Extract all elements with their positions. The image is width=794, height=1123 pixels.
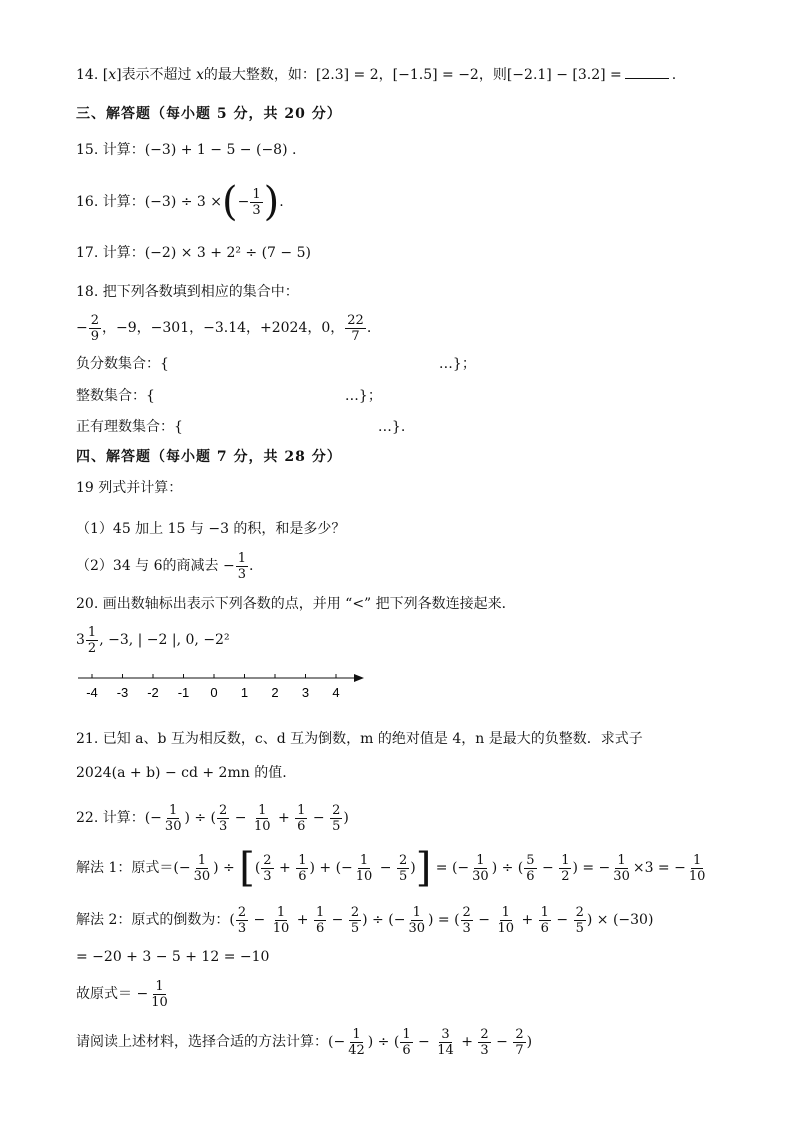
numerator: 2 — [90, 312, 100, 328]
fraction — [687, 853, 708, 884]
denominator: 6 — [540, 920, 549, 936]
q21-text: 已知 a、b 互为相反数，c、d 互为倒数，m 的绝对值是 4，n 是最大的负整数．求式子 — [102, 731, 643, 747]
denominator: 3 — [462, 920, 471, 936]
fraction — [314, 905, 326, 936]
q19-p2-text: （2）34 与 6的商减去 − — [76, 558, 235, 574]
final-question: 请阅读上述材料，选择合适的方法计算：(− $\frac{1}{42}$ ) ÷ ( $\frac{1}{6}$ − $\frac{3}{14}$ + $\frac{2}{3}$ − $\frac{2}{7}$ ) — [76, 1026, 533, 1058]
denominator: 10 — [272, 920, 290, 936]
fraction — [611, 853, 632, 884]
q14-expression: [−2.1] − [3.2] = — [506, 67, 622, 83]
fraction — [461, 905, 473, 936]
bracket-close: ] — [415, 845, 432, 891]
numerator: 1 — [169, 802, 178, 818]
method-2: 解法 2：原式的倒数为：( $\frac{2}{3}$ − $\frac{1}{10}$ + $\frac{1}{6}$ − $\frac{2}{5}$ ) ÷ (− $\frac{1}{30}$ ) = ( $\frac{2}{3}$ − $\frac{1}{10}$ + $\frac{1}{6}$ − $\frac{2}{5}$ ) × (−30) — [76, 904, 654, 936]
numerator: 1 — [359, 852, 369, 868]
numerator: 1 — [276, 904, 286, 920]
fraction — [539, 905, 551, 936]
numerator: 3 — [441, 1026, 450, 1042]
question-number: 17. — [76, 245, 99, 261]
set2-label: 整数集合：{ — [76, 388, 155, 404]
q20-number-list — [76, 622, 230, 658]
fraction — [349, 905, 361, 936]
denominator: 6 — [297, 818, 306, 834]
section-4-heading: 四、解答题（每小题 7 分，共 28 分） — [76, 449, 342, 465]
question-number: 14. — [76, 67, 99, 83]
q18-title: 把下列各数填到相应的集合中： — [102, 284, 299, 300]
q14-example2: [−1.5] = −2 — [392, 67, 479, 83]
numerator: 2 — [480, 1026, 489, 1042]
question-16: 16. 计算：(−3) ÷ 3 ×(− $\frac{1}{3}$ ). — [76, 179, 284, 225]
fraction — [163, 803, 184, 834]
q14-example1: [2.3] = 2 — [315, 67, 379, 83]
numerator: 2 — [398, 852, 408, 868]
fraction — [89, 313, 101, 344]
numerator: 1 — [561, 852, 570, 868]
question-18-title — [76, 281, 299, 303]
q14-end: . — [671, 67, 677, 83]
fraction — [345, 313, 366, 344]
numerator: 1 — [501, 904, 510, 920]
denominator: 10 — [253, 818, 271, 834]
numerator: 2 — [332, 802, 341, 818]
numerator: 2 — [237, 904, 247, 920]
tick-label: 2 — [271, 685, 279, 700]
q21-expression: 2024(a + b) − cd + 2mn 的值. — [76, 765, 287, 781]
fraction — [250, 187, 262, 218]
denominator: 5 — [575, 920, 584, 936]
denominator: 10 — [688, 868, 706, 884]
numerator: 5 — [526, 852, 535, 868]
fraction — [470, 853, 491, 884]
tick-label: 3 — [301, 685, 310, 700]
numerator: 22 — [347, 312, 364, 328]
q15-expression: (−3) + 1 − 5 − (−8) . — [144, 142, 297, 158]
q18-list: ，−9，−301，−3.14，+2024，0， — [102, 320, 345, 336]
fraction — [252, 803, 273, 834]
question-number: 20. — [76, 596, 99, 612]
paren-close: ) — [263, 179, 280, 225]
question-19 — [76, 477, 182, 499]
fraction — [354, 853, 375, 884]
fraction — [524, 853, 536, 884]
var-x-2: x — [196, 67, 204, 83]
numerator: 1 — [315, 904, 325, 920]
question-14 — [76, 64, 676, 86]
question-15 — [76, 139, 296, 161]
question-number: 19 — [76, 480, 94, 496]
q19-title: 列式并计算： — [98, 480, 183, 496]
question-21 — [76, 728, 643, 750]
fraction — [149, 979, 170, 1010]
set3-end: …}. — [377, 419, 406, 435]
denominator: 2 — [561, 868, 570, 884]
denominator: 3 — [252, 202, 261, 218]
answer-blank — [625, 66, 669, 79]
set-integers — [76, 385, 382, 407]
numerator: 2 — [263, 852, 272, 868]
fraction — [559, 853, 571, 884]
question-number: 18. — [76, 284, 99, 300]
fraction — [271, 905, 292, 936]
numerator: 1 — [237, 550, 246, 566]
denominator: 5 — [332, 818, 341, 834]
tick-label: 1 — [240, 685, 249, 700]
question-20 — [76, 593, 516, 615]
method2-label: 解法 2：原式的倒数为： — [76, 912, 230, 928]
fraction — [217, 803, 229, 834]
bracket-x: [x] — [102, 67, 122, 83]
denominator: 5 — [350, 920, 360, 936]
fraction — [296, 853, 308, 884]
numerator: 2 — [575, 904, 584, 920]
denominator: 6 — [298, 868, 307, 884]
fraction — [86, 625, 98, 656]
q20-list-rest: , −3, | −2 |, 0, −2² — [99, 632, 230, 648]
denominator: 9 — [90, 328, 100, 344]
denominator: 30 — [193, 868, 211, 884]
set2-end: …}； — [344, 388, 382, 404]
denominator: 6 — [315, 920, 325, 936]
numerator: 2 — [350, 904, 360, 920]
numerator: 1 — [412, 904, 421, 920]
set1-end: …}； — [438, 356, 476, 372]
fraction — [574, 905, 586, 936]
q14-text2: 的最大整数，如： — [203, 67, 316, 83]
denominator: 30 — [613, 868, 630, 884]
denominator: 42 — [348, 1042, 365, 1058]
var-x: x — [108, 67, 117, 83]
numerator: 1 — [87, 624, 97, 640]
set3-label: 正有理数集合：{ — [76, 419, 183, 435]
denominator: 14 — [437, 1042, 454, 1058]
fraction — [495, 905, 516, 936]
numerator: 1 — [298, 852, 307, 868]
denominator: 7 — [515, 1042, 524, 1058]
fraction — [400, 1027, 412, 1058]
numerator: 1 — [402, 1026, 411, 1042]
method2-result-label: 故原式＝ − — [76, 986, 149, 1002]
set-negative-fractions — [76, 353, 476, 375]
q17-expression: (−2) × 3 + 2² ÷ (7 − 5) — [144, 245, 311, 261]
numerator: 1 — [297, 802, 306, 818]
denominator: 6 — [526, 868, 535, 884]
numerator: 1 — [352, 1026, 361, 1042]
fraction — [330, 803, 342, 834]
fraction — [435, 1027, 456, 1058]
fraction — [236, 551, 248, 582]
denominator: 2 — [87, 640, 97, 656]
tick-label: 0 — [210, 685, 218, 700]
denominator: 3 — [219, 818, 228, 834]
question-number: 16. — [76, 194, 99, 210]
q15-label: 计算： — [102, 142, 145, 158]
fraction — [397, 853, 409, 884]
tick-label: -4 — [86, 685, 98, 700]
question-number: 21. — [76, 731, 99, 747]
fraction — [295, 803, 307, 834]
numerator: 1 — [258, 802, 267, 818]
q20-title: 画出数轴标出表示下列各数的点，并用 “<” 把下列各数连接起来． — [102, 596, 516, 612]
numerator: 2 — [515, 1026, 524, 1042]
denominator: 30 — [408, 920, 425, 936]
numerator: 1 — [197, 852, 206, 868]
q16-expression: (−3) ÷ 3 × — [144, 194, 222, 210]
method-1: 解法 1：原式＝(− $\frac{1}{30}$ ) ÷ [( $\frac{2}{3}$ + $\frac{1}{6}$ ) + (− $\frac{1}{10}$ − $\frac{2}{5}$ )] = (− $\frac{1}{30}$ ) ÷ ( $\frac{5}{6}$ − $\frac{1}{2}$ ) = − $\frac{1}{30}$ ×3 = − $\frac{1}{10}$ — [76, 845, 706, 891]
arrow-right-icon — [354, 674, 364, 682]
tick-label: 4 — [332, 685, 340, 700]
bracket-open: [ — [239, 845, 255, 891]
set-positive-rationals — [76, 416, 405, 438]
numerator: 1 — [692, 852, 702, 868]
method-2-line-2: = −20 + 3 − 5 + 12 = −10 — [76, 949, 270, 965]
denominator: 3 — [263, 868, 272, 884]
paren-open: ( — [222, 179, 238, 225]
denominator: 5 — [398, 868, 408, 884]
denominator: 10 — [355, 868, 373, 884]
set1-label: 负分数集合：{ — [76, 356, 169, 372]
denominator: 3 — [480, 1042, 489, 1058]
numerator: 2 — [219, 802, 228, 818]
numerator: 1 — [252, 186, 261, 202]
denominator: 3 — [237, 920, 247, 936]
q16-label: 计算： — [102, 194, 145, 210]
denominator: 7 — [351, 328, 360, 344]
numerator: 1 — [540, 904, 549, 920]
q17-label: 计算： — [102, 245, 145, 261]
fraction — [478, 1027, 490, 1058]
q14-text3: ，则 — [478, 67, 507, 83]
denominator: 6 — [402, 1042, 411, 1058]
question-number: 22. — [76, 810, 99, 826]
section-3-heading: 三、解答题（每小题 5 分，共 20 分） — [76, 106, 342, 122]
numerator: 1 — [476, 852, 485, 868]
question-17 — [76, 242, 311, 264]
denominator: 30 — [164, 818, 182, 834]
tick-label: -1 — [177, 685, 190, 700]
question-22: 22. 计算：(− $\frac{1}{30}$ ) ÷ ( $\frac{2}{3}$ − $\frac{1}{10}$ + $\frac{1}{6}$ − $\frac{2}{5}$ ) — [76, 802, 349, 834]
denominator: 30 — [472, 868, 489, 884]
final-label: 请阅读上述材料，选择合适的方法计算： — [76, 1034, 328, 1050]
number-line — [76, 668, 376, 708]
fraction — [346, 1027, 367, 1058]
tick-label: -2 — [147, 685, 159, 700]
method-2-result — [76, 974, 171, 1014]
q14-sep: ， — [378, 67, 393, 83]
numerator: 1 — [617, 852, 626, 868]
fraction — [406, 905, 427, 936]
fraction — [513, 1027, 525, 1058]
fraction — [261, 853, 273, 884]
q22-label: 计算： — [102, 810, 145, 826]
denominator: 3 — [237, 566, 246, 582]
q14-text1: 表示不超过 — [121, 67, 192, 83]
tick-label: -3 — [116, 685, 129, 700]
mixed-whole: 3 — [76, 632, 85, 648]
method1-label: 解法 1：原式＝ — [76, 860, 174, 876]
q19-part-2: （2）34 与 6的商减去 − $\frac{1}{3}$ . — [76, 550, 254, 582]
fraction — [236, 905, 248, 936]
q18-number-list: − $\frac{2}{9}$ ，−9，−301，−3.14，+2024，0， $\frac{22}{7}$ . — [76, 312, 372, 344]
denominator: 10 — [151, 994, 168, 1010]
question-number: 15. — [76, 142, 99, 158]
numerator: 2 — [462, 904, 471, 920]
q19-part-1: （1）45 加上 15 与 −3 的积，和是多少？ — [76, 521, 346, 537]
fraction — [192, 853, 213, 884]
numerator: 1 — [155, 978, 164, 994]
denominator: 10 — [497, 920, 515, 936]
